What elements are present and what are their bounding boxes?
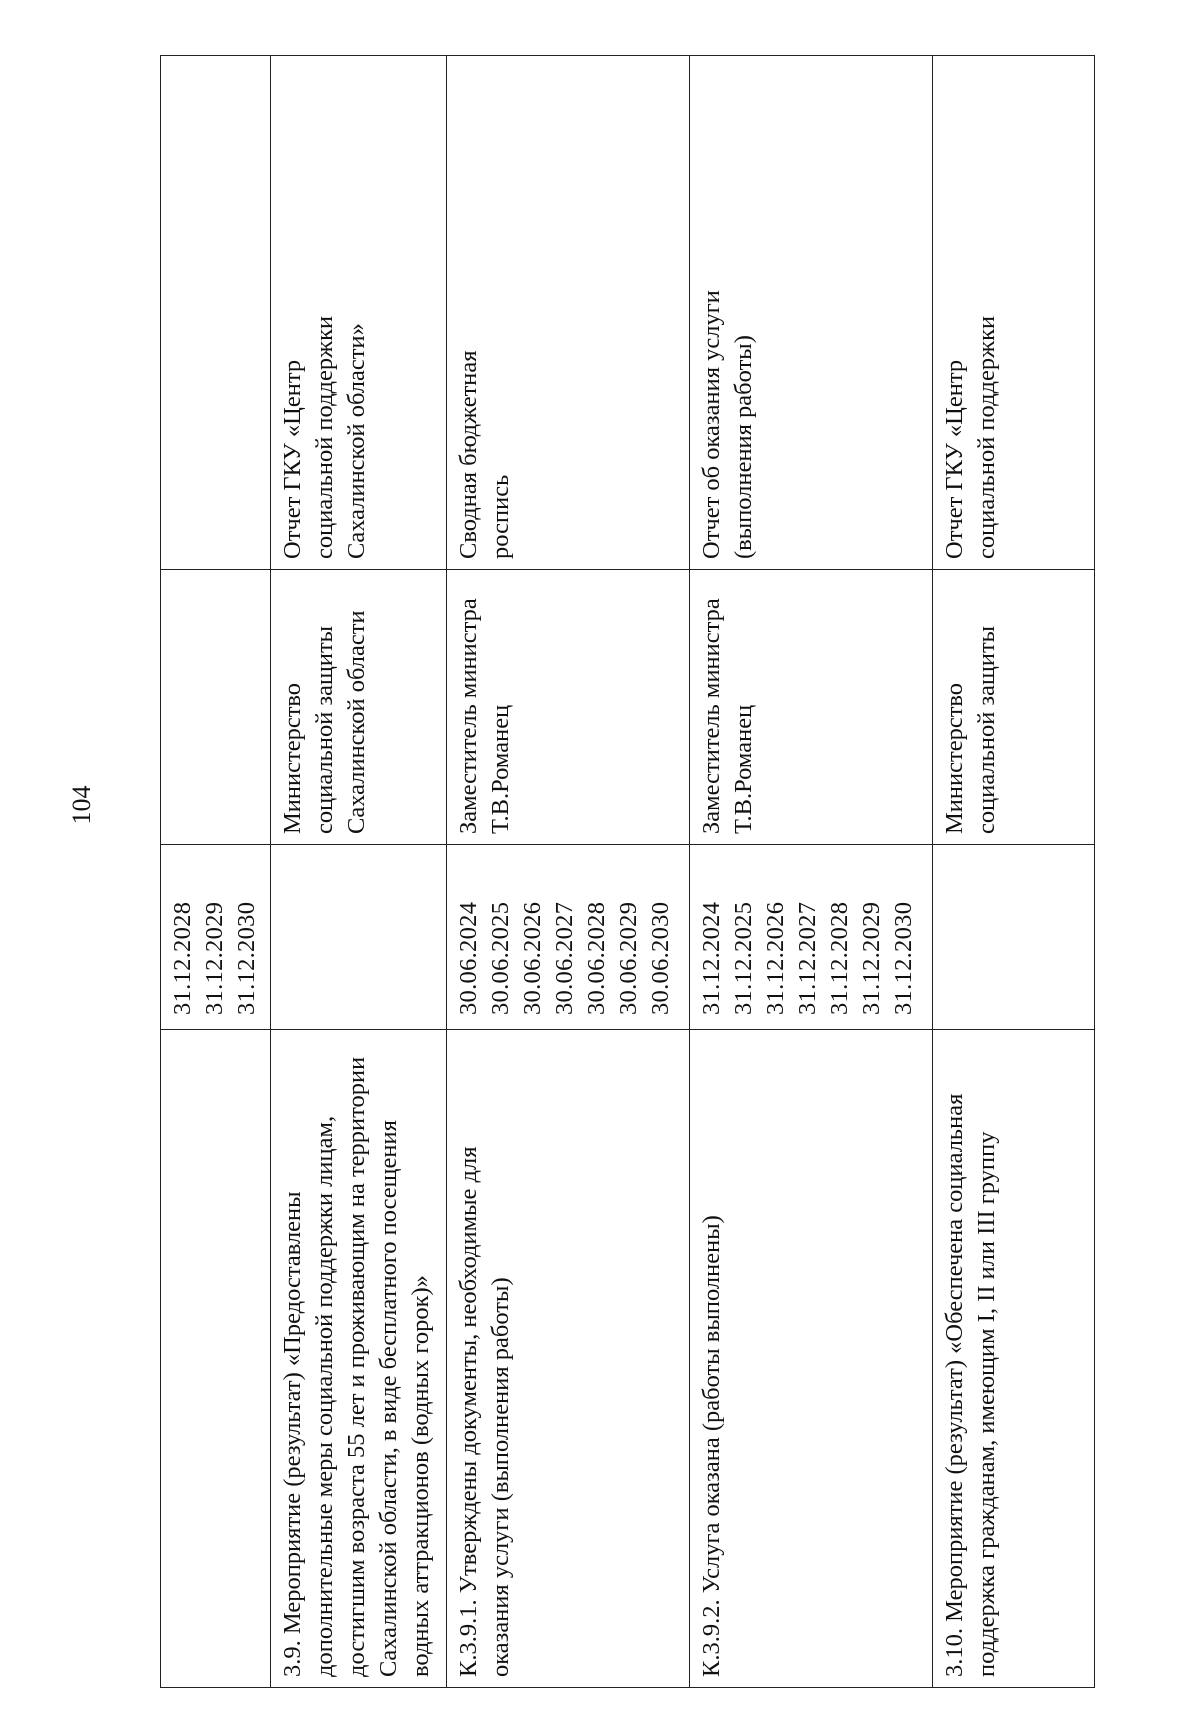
table-row <box>161 56 271 1688</box>
table-row <box>271 56 447 1688</box>
page-number: 104 <box>67 785 96 825</box>
rotated-table-wrapper <box>160 56 1094 1688</box>
dates-cell <box>271 845 447 1030</box>
dates-cell: 31.12.2024 31.12.2025 31.12.2026 31.12.2027 31.12.2028 31.12.2029 31.12.2030 <box>690 845 933 1030</box>
activity-cell: К.3.9.2. Услуга оказана (работы выполнены) <box>690 1030 933 1688</box>
document-cell: Отчет об оказания услуги (выполнения работы) <box>690 56 933 570</box>
document-cell: Сводная бюджетная роспись <box>447 56 690 570</box>
dates-cell <box>933 845 1095 1030</box>
dates-cell: 30.06.2024 30.06.2025 30.06.2026 30.06.2027 30.06.2028 30.06.2029 30.06.2030 <box>447 845 690 1030</box>
responsible-cell <box>161 570 271 845</box>
responsible-cell: Министерство социальной защиты <box>933 570 1095 845</box>
responsible-cell: Министерство социальной защиты Сахалинской области <box>271 570 447 845</box>
table-row <box>690 56 933 1688</box>
document-cell: Отчет ГКУ «Центр социальной поддержки <box>933 56 1095 570</box>
responsible-cell: Заместитель министра Т.В.Романец <box>690 570 933 845</box>
responsible-cell: Заместитель министра Т.В.Романец <box>447 570 690 845</box>
activity-cell: 3.9. Мероприятие (результат) «Предоставлены дополнительные меры социальной поддержки лицам, достигшим возраста 55 лет и проживающим на территории Сахалинской области, в виде бесплатного посещения водных аттракционов (водных горок)» <box>271 1030 447 1688</box>
document-cell <box>161 56 271 570</box>
activities-table <box>160 55 1095 1688</box>
activity-cell: 3.10. Мероприятие (результат) «Обеспечена социальная поддержка гражданам, имеющим I, II или III группу <box>933 1030 1095 1688</box>
dates-cell: 31.12.2028 31.12.2029 31.12.2030 <box>161 845 271 1030</box>
activity-cell <box>161 1030 271 1688</box>
table-row <box>933 56 1095 1688</box>
document-cell: Отчет ГКУ «Центр социальной поддержки Сахалинской области» <box>271 56 447 570</box>
table-row <box>447 56 690 1688</box>
activity-cell: К.3.9.1. Утверждены документы, необходимые для оказания услуги (выполнения работы) <box>447 1030 690 1688</box>
